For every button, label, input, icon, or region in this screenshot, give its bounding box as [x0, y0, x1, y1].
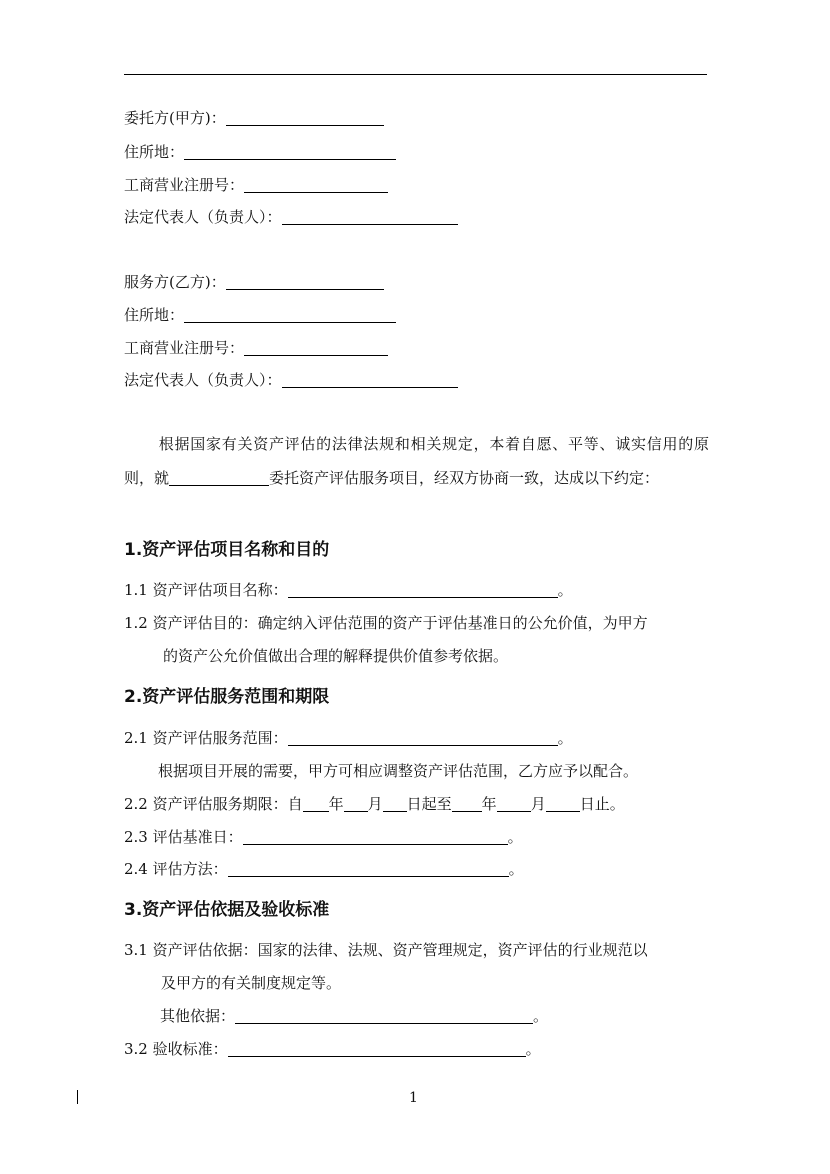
start-year-label: 年	[328, 795, 344, 813]
s2-item4-end: 。	[508, 860, 524, 878]
client-rep-blank[interactable]	[282, 208, 458, 225]
provider-address-line	[124, 305, 396, 325]
s2-item1-blank[interactable]	[288, 729, 558, 746]
client-address-label: 住所地：	[124, 143, 185, 161]
footer-margin-mark	[77, 1090, 78, 1104]
page-number: 1	[409, 1090, 418, 1106]
s3-other-line	[160, 1006, 548, 1026]
s2-item3-label: 2.3 评估基准日：	[124, 828, 243, 846]
client-reg-label: 工商营业注册号：	[124, 176, 245, 194]
s2-item3-blank[interactable]	[243, 828, 508, 845]
s3-item2-end: 。	[525, 1040, 541, 1058]
s2-item4-line	[124, 859, 524, 879]
end-month-label: 月	[530, 795, 546, 813]
s3-item1-line1: 3.1 资产评估依据：国家的法律、法规、资产管理规定，资产评估的行业规范以	[124, 941, 648, 959]
s3-item2-blank[interactable]	[228, 1040, 526, 1057]
provider-rep-blank[interactable]	[282, 371, 458, 388]
provider-reg-line	[124, 338, 388, 358]
intro-text-1: 根据国家有关资产评估的法律法规和相关规定，本着自愿、平等、诚实信用的原则，就	[124, 435, 709, 487]
s2-item4-label: 2.4 评估方法：	[124, 860, 228, 878]
s3-other-end: 。	[533, 1007, 549, 1025]
s2-item3-end: 。	[507, 828, 523, 846]
s2-item1-label: 2.1 资产评估服务范围：	[124, 729, 288, 747]
s3-other-blank[interactable]	[235, 1007, 533, 1024]
s3-other-label: 其他依据：	[160, 1007, 236, 1025]
s1-item1-end: 。	[557, 581, 573, 599]
client-name-blank[interactable]	[226, 109, 384, 126]
intro-project-blank[interactable]	[169, 469, 269, 486]
intro-paragraph	[124, 427, 709, 495]
provider-name-label: 服务方(乙方)：	[124, 273, 226, 291]
client-address-blank[interactable]	[184, 143, 396, 160]
provider-rep-line	[124, 370, 458, 390]
provider-name-blank[interactable]	[226, 273, 384, 290]
end-year-label: 年	[481, 795, 497, 813]
provider-address-label: 住所地：	[124, 306, 185, 324]
start-month-label: 月	[367, 795, 383, 813]
provider-reg-label: 工商营业注册号：	[124, 339, 245, 357]
header-rule	[124, 74, 707, 75]
client-rep-line	[124, 207, 458, 227]
s1-item2-line2: 的资产公允价值做出合理的解释提供价值参考依据。	[163, 647, 509, 665]
start-month-blank[interactable]	[344, 795, 368, 812]
client-name-label: 委托方(甲方)：	[124, 109, 226, 127]
provider-rep-label: 法定代表人（负责人）：	[124, 371, 282, 389]
end-year-blank[interactable]	[452, 795, 482, 812]
client-reg-line	[124, 175, 388, 195]
provider-address-blank[interactable]	[184, 306, 396, 323]
s1-item1-blank[interactable]	[288, 581, 558, 598]
end-day-blank[interactable]	[546, 795, 580, 812]
s2-item1-note: 根据项目开展的需要，甲方可相应调整资产评估范围，乙方应予以配合。	[158, 762, 639, 780]
s2-item1-end: 。	[557, 729, 573, 747]
provider-name-line	[124, 272, 384, 292]
s2-item2-line	[124, 794, 625, 814]
start-year-blank[interactable]	[303, 795, 329, 812]
section3-heading: 3.资产评估依据及验收标准	[124, 900, 330, 920]
s1-item1-line	[124, 580, 573, 600]
end-day-label: 日止。	[579, 795, 625, 813]
s2-item3-line	[124, 827, 523, 847]
intro-text-2: 委托资产评估服务项目，经双方协商一致，达成以下约定：	[269, 469, 660, 487]
start-day-label: 日起至	[406, 795, 452, 813]
client-name-line	[124, 108, 384, 128]
s2-item4-blank[interactable]	[228, 860, 509, 877]
s2-item2-label: 2.2 资产评估服务期限：自	[124, 795, 303, 813]
client-address-line	[124, 142, 396, 162]
s3-item2-label: 3.2 验收标准：	[124, 1040, 228, 1058]
s1-item2-line1: 1.2 资产评估目的：确定纳入评估范围的资产于评估基准日的公允价值，为甲方	[124, 614, 648, 632]
client-reg-blank[interactable]	[244, 176, 388, 193]
client-rep-label: 法定代表人（负责人）：	[124, 208, 282, 226]
start-day-blank[interactable]	[383, 795, 407, 812]
s3-item1-line2: 及甲方的有关制度规定等。	[161, 974, 342, 992]
s3-item2-line	[124, 1039, 541, 1059]
s2-item1-line	[124, 728, 573, 748]
section2-heading: 2.资产评估服务范围和期限	[124, 687, 330, 707]
provider-reg-blank[interactable]	[244, 339, 388, 356]
section1-heading: 1.资产评估项目名称和目的	[124, 540, 330, 560]
end-month-blank[interactable]	[497, 795, 531, 812]
s1-item1-label: 1.1 资产评估项目名称：	[124, 581, 288, 599]
